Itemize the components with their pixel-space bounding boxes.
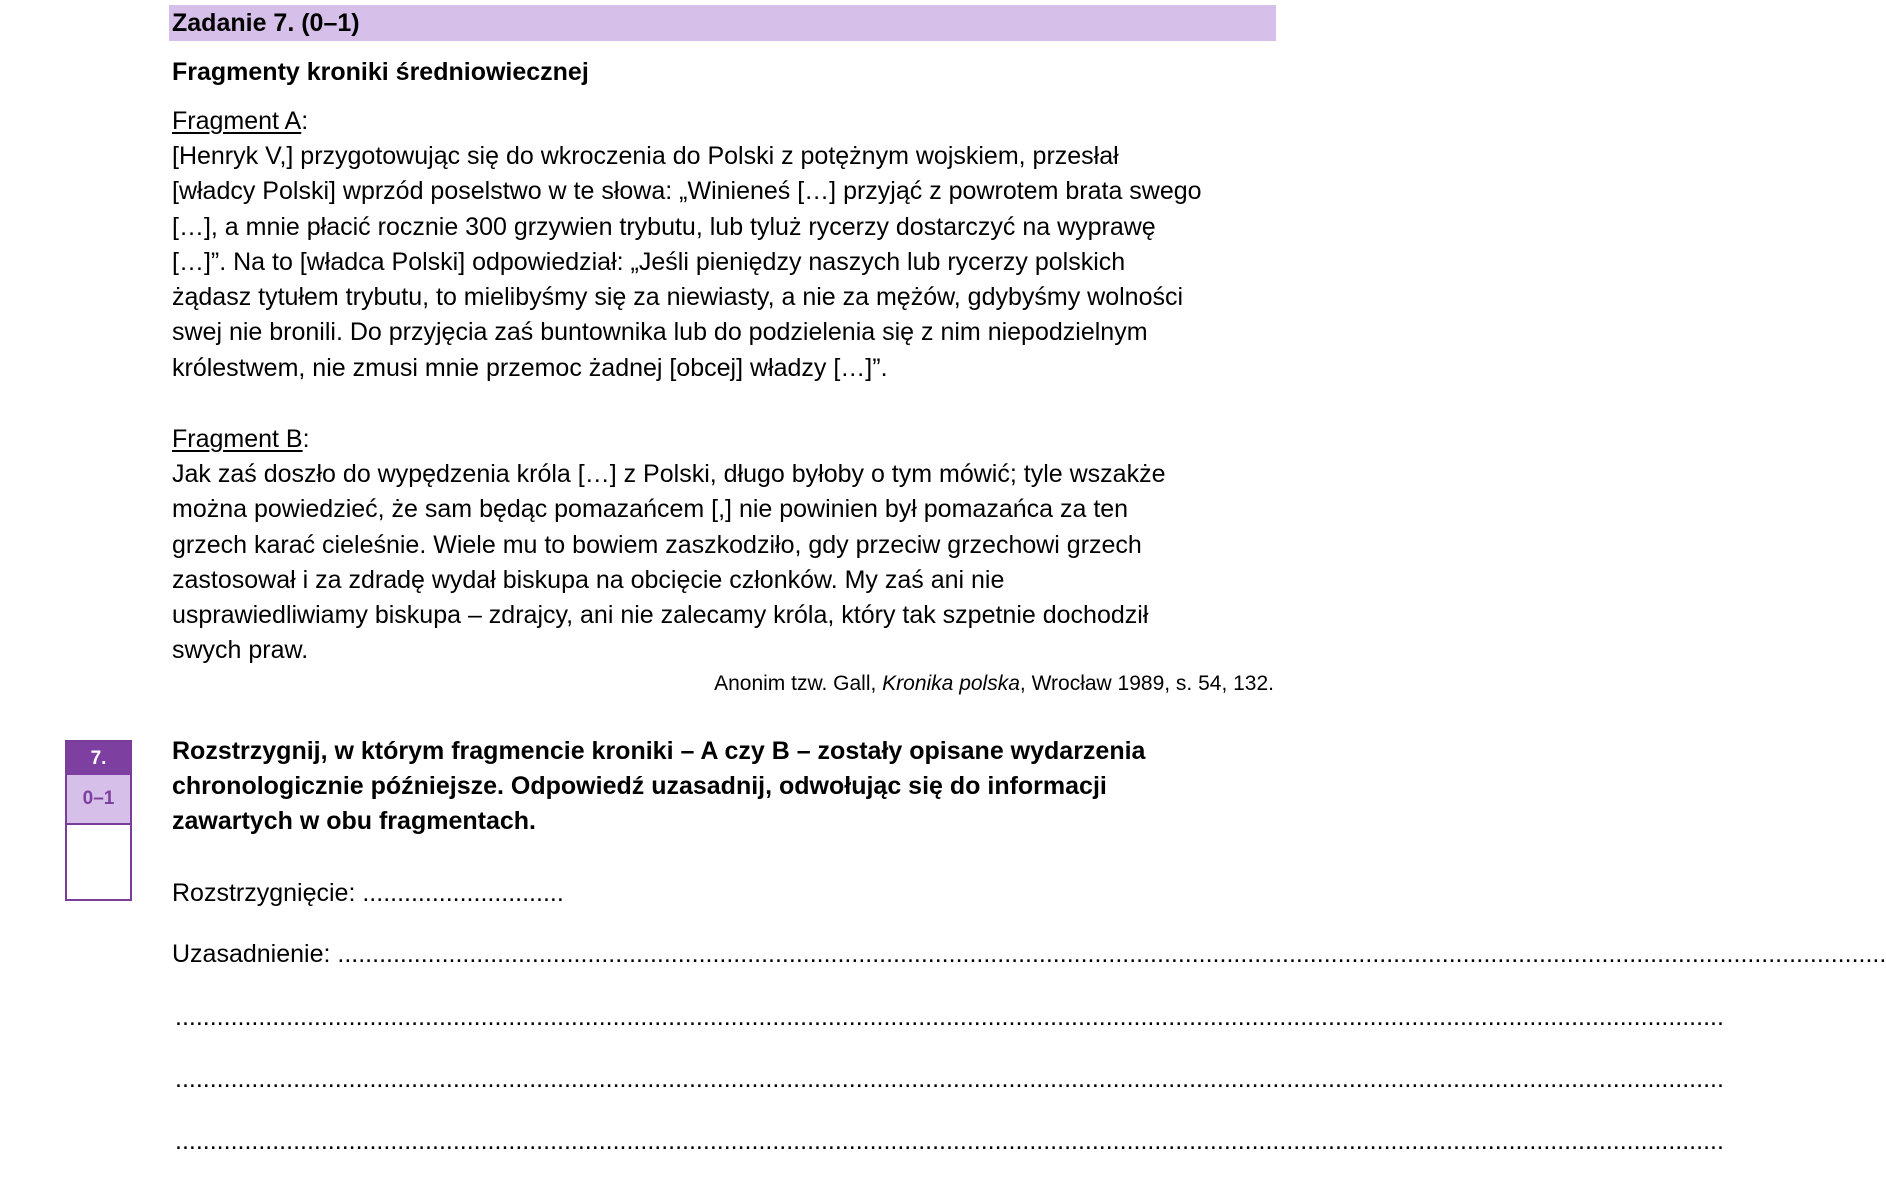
fragment-a-label bbox=[172, 104, 1276, 138]
score-range: 0–1 bbox=[67, 775, 130, 825]
justification-answer-line[interactable] bbox=[172, 937, 1886, 971]
justification-line-3[interactable]: ............................................................................................................................................................................................................................... bbox=[175, 1065, 1724, 1093]
decision-label: Rozstrzygnięcie: bbox=[172, 879, 363, 907]
justification-label: Uzasadnienie: bbox=[172, 940, 338, 968]
citation-title: Kronika polska bbox=[882, 672, 1020, 695]
task-header: Zadanie 7. (0–1) bbox=[169, 5, 1276, 41]
fragment-a-colon: : bbox=[301, 107, 309, 135]
decision-dots[interactable]: ............................. bbox=[362, 879, 564, 907]
score-task-number: 7. bbox=[67, 742, 130, 775]
score-box bbox=[65, 740, 132, 901]
citation-details: , Wrocław 1989, s. 54, 132. bbox=[1019, 672, 1274, 695]
fragment-b-label bbox=[172, 422, 1276, 456]
source-title: Fragmenty kroniki średniowiecznej bbox=[172, 58, 589, 86]
score-entry-field[interactable] bbox=[67, 825, 130, 899]
fragment-a-text: [Henryk V,] przygotowując się do wkroczenia do Polski z potężnym wojskiem, przesłał [władcy Polski] wprzód poselstwo w te słowa: „Winieneś […] przyjąć z powrotem brata swego […], a mnie płacić rocznie 300 grzywien trybutu, lub tyluż rycerzy dostarczyć na wyprawę […]”. Na to [władca Polski] odpowiedział: „Jeśli pieniędzy naszych lub rycerzy polskich żądasz tytułem trybutu, to mielibyśmy się za niewiasty, a nie za mężów, gdybyśmy wolności swej nie bronili. Do przyjęcia zaś buntownika lub do podzielenia się z nim niepodzielnym królestwem, nie zmusi mnie przemoc żadnej [obcej] władzy […]”. bbox=[172, 142, 1202, 382]
fragment-b-label-text: Fragment B bbox=[172, 425, 303, 453]
citation-author: Anonim tzw. Gall, bbox=[714, 672, 883, 695]
decision-answer-line[interactable] bbox=[172, 876, 564, 910]
fragment-b-colon: : bbox=[302, 425, 310, 453]
fragment-b-text: Jak zaś doszło do wypędzenia króla […] z Polski, długo byłoby o tym mówić; tyle wszakże można powiedzieć, że sam będąc pomazańcem [,] nie powinien był pomazańca za ten grzech karać cieleśnie. Wiele mu to bowiem zaszkodziło, gdy przeciw grzechowi grzech zastosował i za zdradę wydał biskupa na obcięcie członków. My zaś ani nie usprawiedliwiamy biskupa – zdrajcy, ani nie zalecamy króla, który tak szpetnie dochodził swych praw. bbox=[172, 460, 1166, 665]
justification-line-2[interactable]: ............................................................................................................................................................................................................................... bbox=[175, 1003, 1724, 1031]
justification-line-4[interactable]: ............................................................................................................................................................................................................................... bbox=[175, 1127, 1724, 1155]
justification-dots[interactable]: ............................................................................................................................................................................................................................... bbox=[337, 940, 1886, 968]
question-text: Rozstrzygnij, w którym fragmencie kroniki – A czy B – zostały opisane wydarzenia chronologicznie późniejsze. Odpowiedź uzasadnij, odwołując się do informacji zawartych w obu fragmentach. bbox=[172, 737, 1146, 835]
source-citation bbox=[172, 670, 1274, 698]
fragment-a-label-text: Fragment A bbox=[172, 107, 302, 135]
